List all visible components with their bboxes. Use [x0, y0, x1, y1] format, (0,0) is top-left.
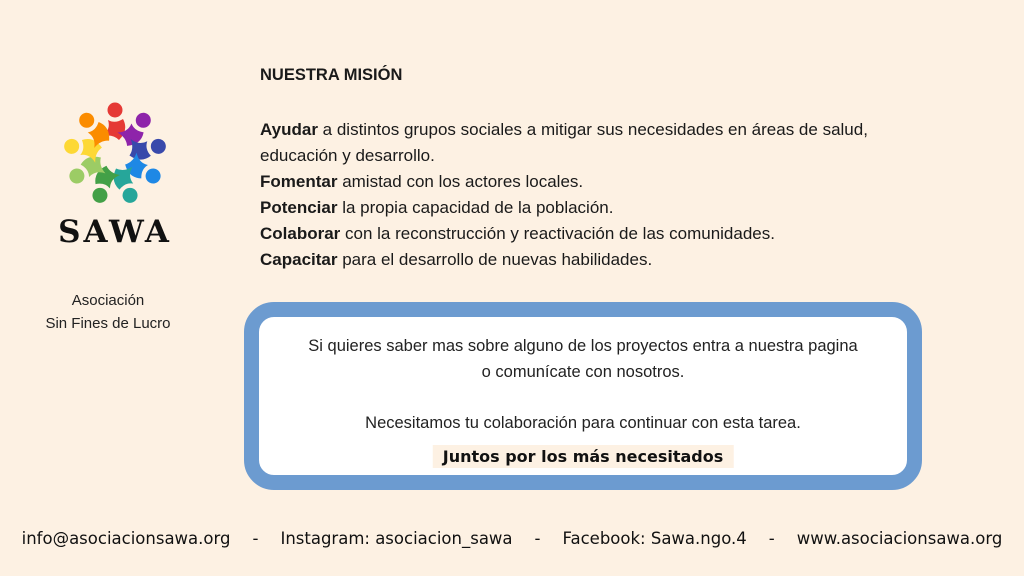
mission-verb: Fomentar [260, 172, 338, 191]
logo-figure [65, 152, 109, 190]
footer-instagram: Instagram: asociacion_sawa [280, 529, 513, 548]
mission-verb: Potenciar [260, 198, 338, 217]
logo-figure-head [76, 110, 97, 131]
footer-separator: - [768, 529, 775, 548]
callout-line-3: Necesitamos tu colaboración para continuar con esta tarea. [365, 414, 801, 432]
mission-verb: Capacitar [260, 250, 338, 269]
people-circle-logo-icon [60, 98, 170, 210]
mission-text: amistad con los actores locales. [337, 172, 584, 191]
slogan: Juntos por los más necesitados [433, 445, 734, 468]
mission-item [260, 247, 880, 273]
footer-email: info@asociacionsawa.org [21, 529, 231, 548]
contact-callout-box [244, 302, 922, 490]
logo-figure-head [90, 186, 109, 205]
logo-figure-head [133, 110, 154, 131]
mission-item [260, 169, 880, 195]
logo-text: SAWA [58, 214, 172, 250]
mission-title: NUESTRA MISIÓN [260, 66, 403, 84]
sawa-logo [40, 98, 190, 250]
footer-facebook: Facebook: Sawa.ngo.4 [562, 529, 747, 548]
mission-text: a distintos grupos sociales a mitigar sus necesidades en áreas de salud, educación y desarrollo. [260, 120, 868, 165]
mission-list [260, 117, 880, 273]
logo-figure-head [150, 138, 167, 155]
mission-item [260, 195, 880, 221]
footer-website: www.asociacionsawa.org [796, 529, 1003, 548]
mission-text: la propia capacidad de la población. [337, 198, 614, 217]
footer-separator: - [534, 529, 541, 548]
mission-text: para el desarrollo de nuevas habilidades. [337, 250, 653, 269]
org-type-line2: Sin Fines de Lucro [45, 315, 171, 332]
logo-figure-head [63, 138, 80, 155]
callout-line-2: o comunícate con nosotros. [481, 363, 685, 381]
footer-contacts [0, 529, 1024, 548]
footer-separator: - [252, 529, 259, 548]
logo-figure-head [143, 166, 163, 186]
mission-verb: Ayudar [260, 120, 318, 139]
callout-line-1: Si quieres saber mas sobre alguno de los proyectos entra a nuestra pagina [308, 337, 858, 355]
logo-figure-head [120, 186, 139, 205]
mission-text: con la reconstrucción y reactivación de las comunidades. [340, 224, 775, 243]
mission-verb: Colaborar [260, 224, 341, 243]
logo-figure-head [67, 166, 87, 186]
mission-item [260, 221, 880, 247]
org-type-line1: Asociación [71, 292, 145, 309]
mission-item [260, 117, 880, 169]
logo-figure-head [108, 103, 123, 118]
